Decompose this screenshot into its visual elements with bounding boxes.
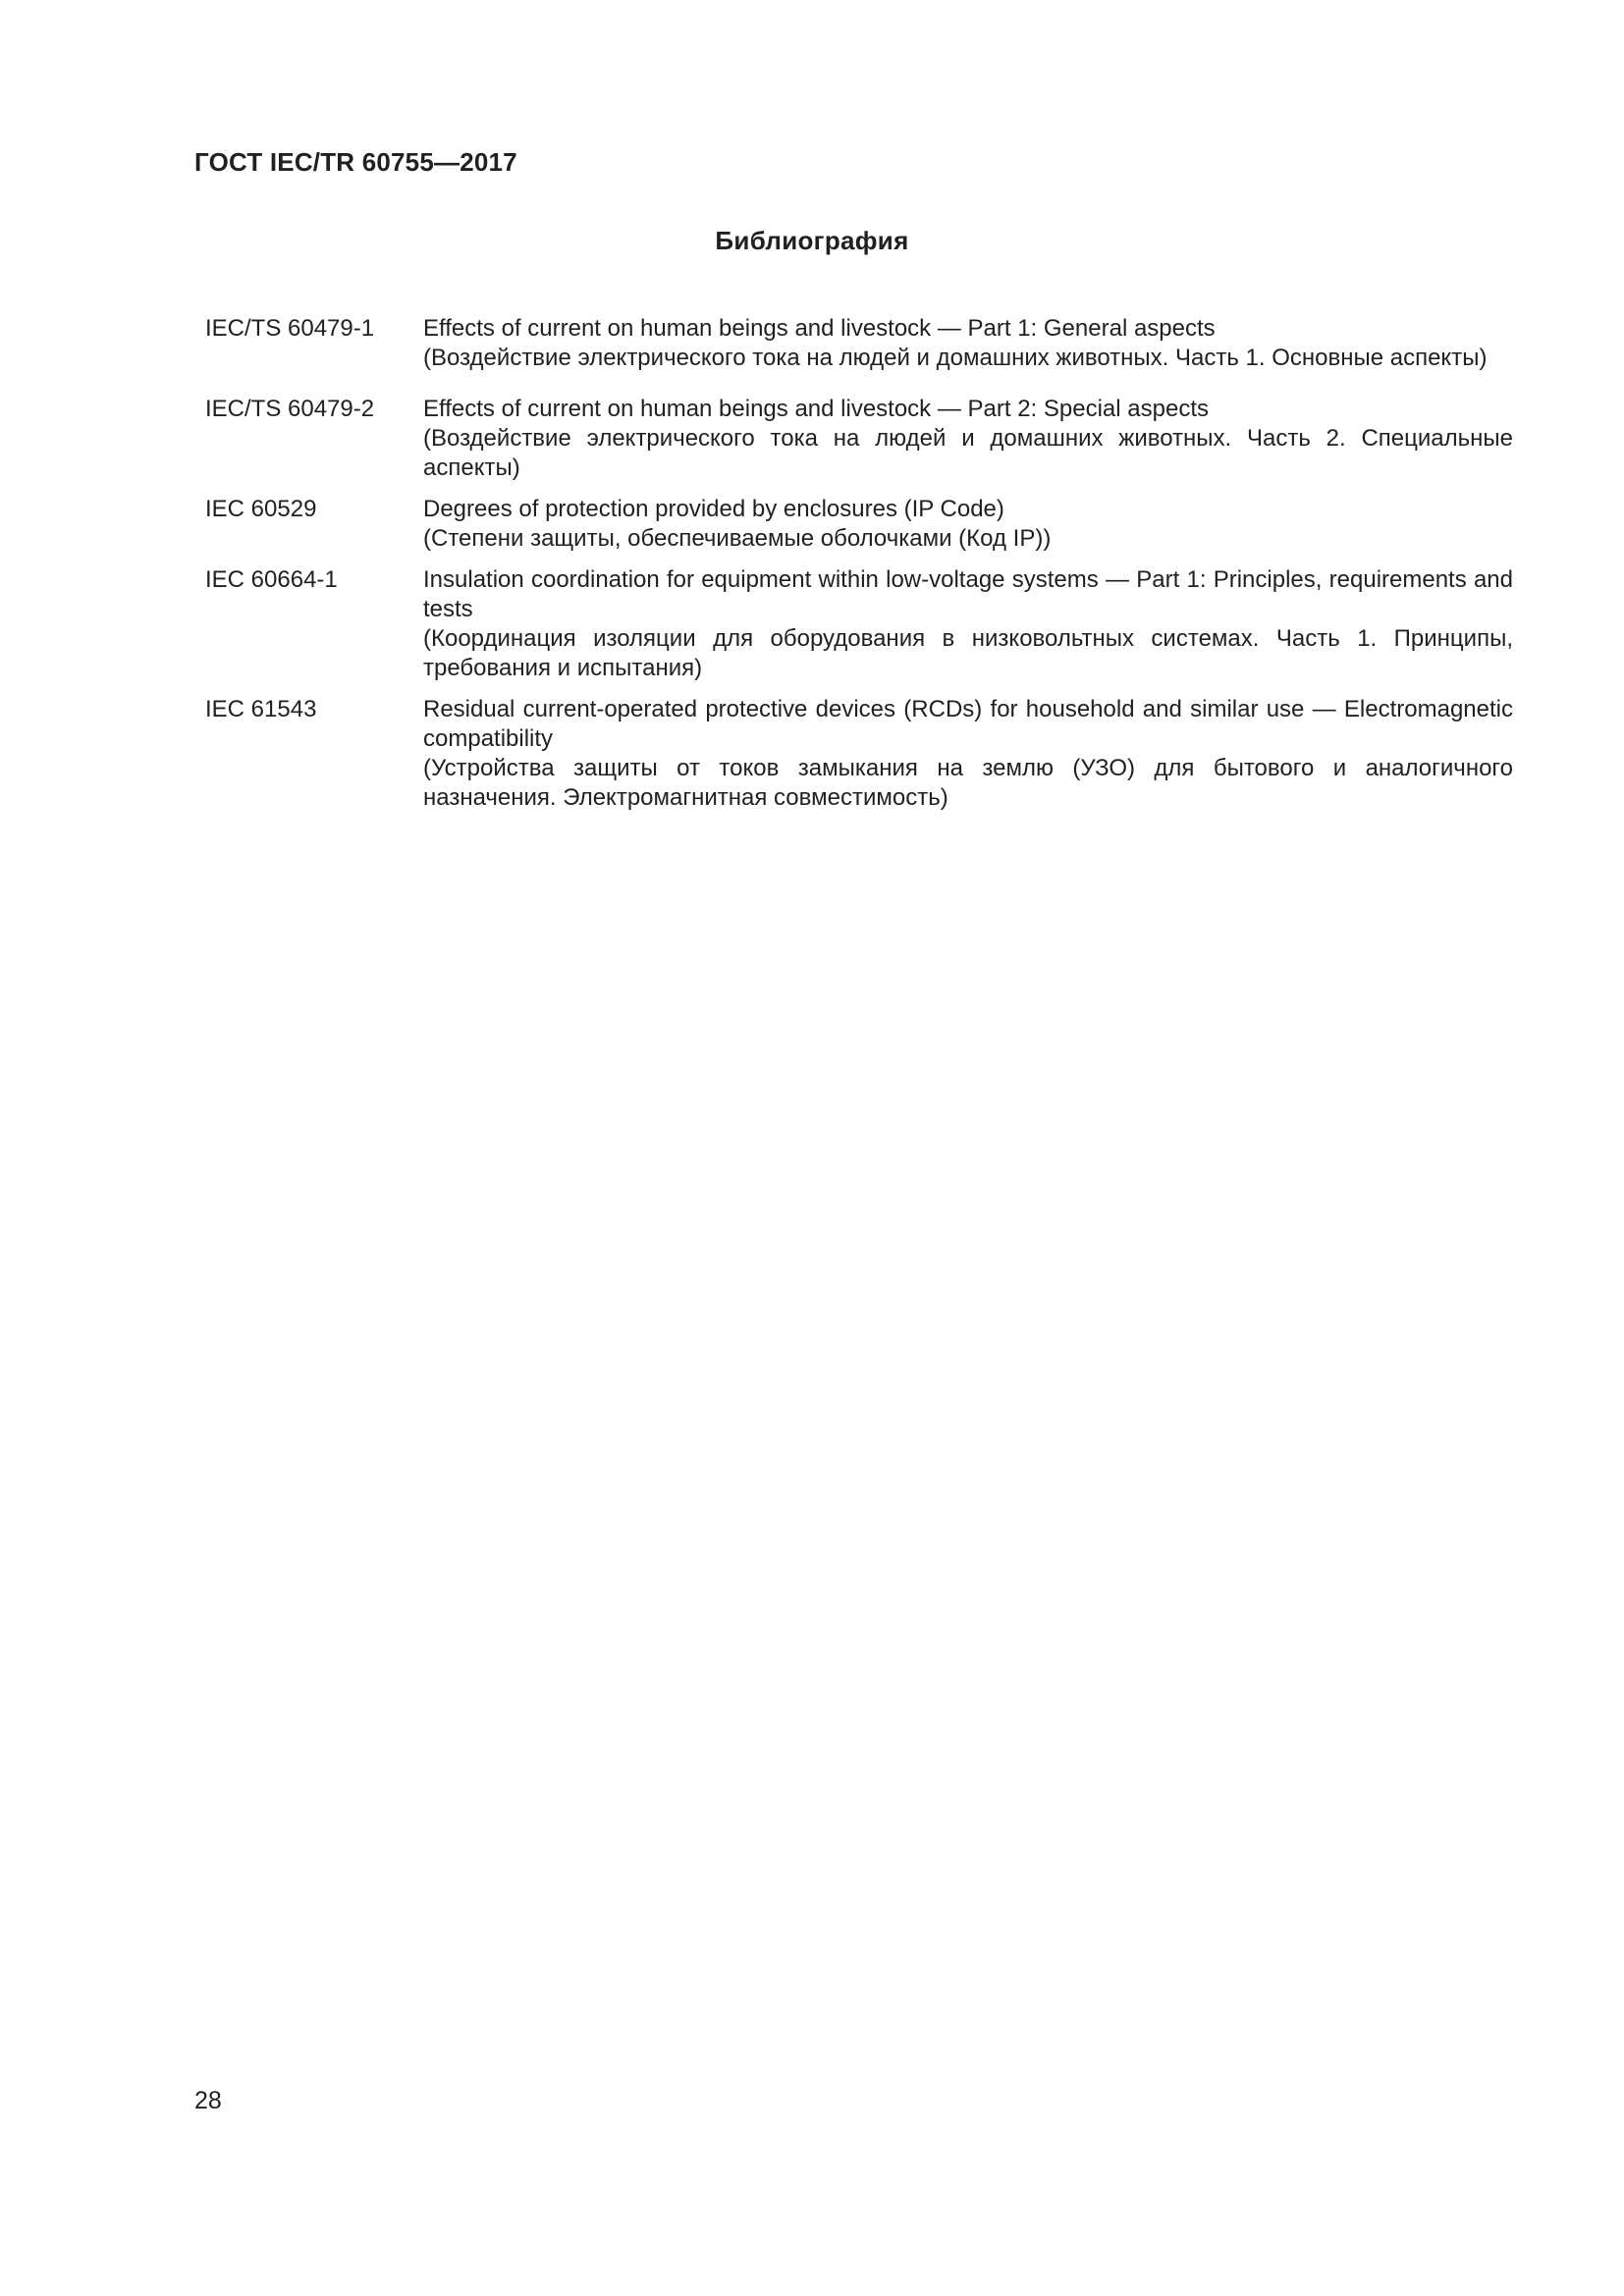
entry-title-ru: (Степени защиты, обеспечиваемые оболочками (Код IP)) xyxy=(423,525,1052,552)
entry-reference: IEC/TS 60479-1 xyxy=(205,315,375,342)
entry-title-en: Insulation coordination for equipment within low-voltage systems — Part 1: Principles, requirements and tests xyxy=(423,566,1513,622)
entry-description xyxy=(423,495,1513,554)
entry-description xyxy=(423,395,1513,483)
entry-reference: IEC 61543 xyxy=(205,696,317,722)
entry-title-ru: (Воздействие электрического тока на людей и домашних животных. Часть 1. Основные аспекты) xyxy=(423,345,1488,371)
standard-code-header: ГОСТ IEC/TR 60755—2017 xyxy=(194,147,517,177)
entry-title-en: Residual current-operated protective devices (RCDs) for household and similar use — Electromagnetic compatibility xyxy=(423,696,1513,752)
entry-title-en: Effects of current on human beings and livestock — Part 1: General aspects xyxy=(423,315,1216,342)
bibliography-title: Библиография xyxy=(715,226,909,255)
entry-description xyxy=(423,695,1513,813)
entry-title-en: Effects of current on human beings and livestock — Part 2: Special aspects xyxy=(423,396,1209,422)
entry-description xyxy=(423,314,1513,373)
bibliography-entry xyxy=(205,695,1513,813)
entry-title-ru: (Устройства защиты от токов замыкания на землю (УЗО) для бытового и аналогичного назначения. Электромагнитная совместимость) xyxy=(423,755,1513,811)
entry-reference: IEC/TS 60479-2 xyxy=(205,396,375,422)
page-number: 28 xyxy=(194,2087,222,2114)
bibliography-entry xyxy=(205,495,1513,554)
bibliography-entry xyxy=(205,395,1513,483)
entry-description xyxy=(423,565,1513,683)
entry-title-ru: (Воздействие электрического тока на людей и домашних животных. Часть 2. Специальные аспекты) xyxy=(423,425,1513,481)
entry-title-ru: (Координация изоляции для оборудования в низковольтных системах. Часть 1. Принципы, требования и испытания) xyxy=(423,625,1513,681)
entry-title-en: Degrees of protection provided by enclosures (IP Code) xyxy=(423,496,1004,522)
entry-reference: IEC 60664-1 xyxy=(205,566,338,593)
bibliography-entry xyxy=(205,314,1513,373)
bibliography-list xyxy=(205,314,1513,825)
entry-reference: IEC 60529 xyxy=(205,496,317,522)
bibliography-entry xyxy=(205,565,1513,683)
